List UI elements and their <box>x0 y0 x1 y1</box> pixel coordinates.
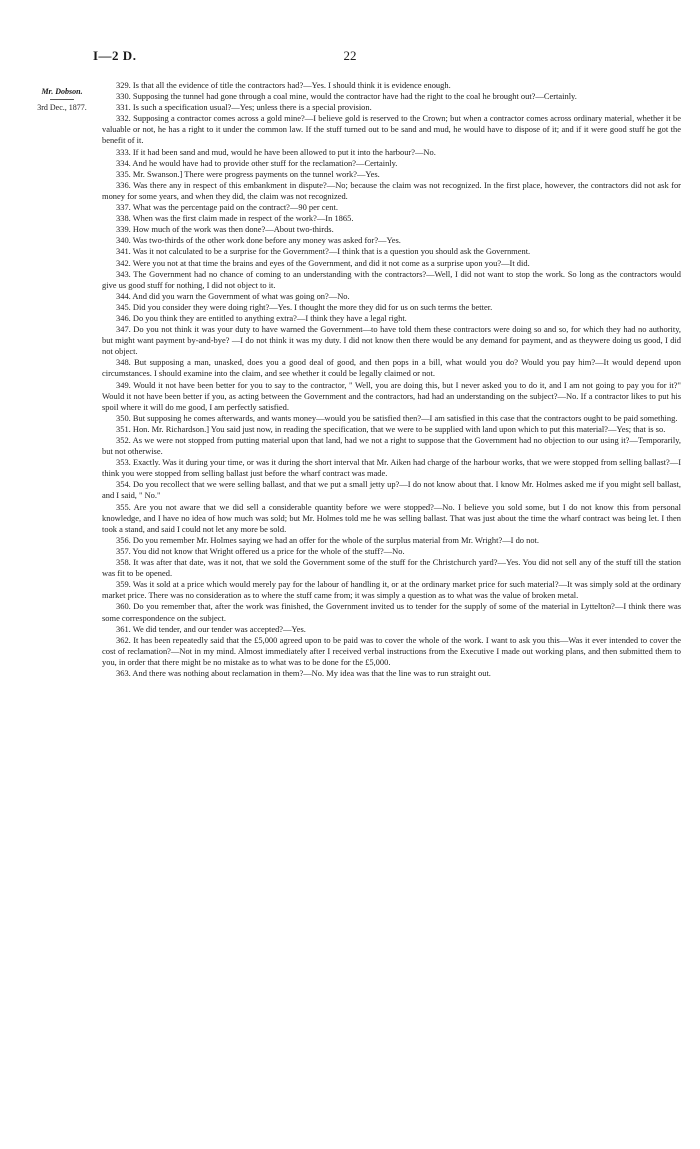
question-paragraph: 360. Do you remember that, after the work was finished, the Government invited us to tender for the supply of some of the material in Lyttelton?—I think there was some correspondence on the subject. <box>102 601 681 623</box>
question-paragraph: 351. Hon. Mr. Richardson.] You said just now, in reading the specification, that we were to be supplied with land upon which to put this material?—Yes; that is so. <box>116 423 666 434</box>
question-paragraph: 361. We did tender, and our tender was accepted?—Yes. <box>116 623 306 634</box>
question-paragraph: 337. What was the percentage paid on the contract?—90 per cent. <box>116 202 338 213</box>
question-paragraph: 346. Do you think they are entitled to anything extra?—I think they have a legal right. <box>116 312 407 323</box>
question-paragraph: 352. As we were not stopped from putting material upon that land, had we not a right to suppose that the Government had no objection to our using it?—Temporarily, but not otherwise. <box>102 435 681 457</box>
question-paragraph: 330. Supposing the tunnel had gone through a coal mine, would the contractor have had the right to the coal he brought out?—Certainly. <box>116 91 577 102</box>
question-paragraph: 345. Did you consider they were doing right?—Yes. I thought the more they did for us on such terms the better. <box>116 301 493 312</box>
question-paragraph: 363. And there was nothing about reclamation in them?—No. My idea was that the line was to run straight out. <box>116 667 491 678</box>
question-paragraph: 358. It was after that date, was it not, that we sold the Government some of the stuff for the Christchurch yard?—Yes. You did not sell any of the stuff till the station was fit to be opened. <box>102 557 681 579</box>
question-paragraph: 333. If it had been sand and mud, would he have been allowed to put it into the harbour?—No. <box>116 146 436 157</box>
document-reference: I—2 D. <box>93 48 137 63</box>
page-number: 22 <box>343 48 357 63</box>
question-paragraph: 348. But supposing a man, unasked, does you a good deal of good, and then pops in a bill, what would you do? Would you pay him?—It would depend upon circumstances. I should examine into the claim, and see whether it could be legally claimed or not. <box>102 357 681 379</box>
minutes-of-evidence <box>102 80 681 679</box>
question-paragraph: 349. Would it not have been better for you to say to the contractor, " Well, you are doing this, but I never asked you to do it, and I am not going to pay you for it?" Would it not have been better if you, as acting between the Government and the contractors, had had an understanding on the subject?—No. If a contractor likes to put his spoil where it will do me good, I am perfectly satisfied. <box>102 379 681 412</box>
question-paragraph: 353. Exactly. Was it during your time, or was it during the short interval that Mr. Aiken had charge of the harbour works, that we were stopped from selling ballast?—I think you were stopped from selling ballast just before the wharf contract was made. <box>102 457 681 479</box>
question-paragraph: 355. Are you not aware that we did sell a considerable quantity before we were stopped?—No. I believe you sold some, but I do not know this from personal knowledge, and I have no idea of how much was sold; but Mr. Holmes told me he was selling ballast. That was just about the time the wharf contract was being let. I then took a stand, and said I could not let any more be sold. <box>102 501 681 534</box>
question-paragraph: 343. The Government had no chance of coming to an understanding with the contractors?—Well, I did not want to stop the work. So long as the contractors would give us good stuff for nothing, I did not object to it. <box>102 268 681 290</box>
question-paragraph: 336. Was there any in respect of this embankment in dispute?—No; because the claim was not recognized. In the first place, however, the contractors did not ask for money for some years, and when they did, the claim was not recognized. <box>102 179 681 201</box>
question-paragraph: 332. Supposing a contractor comes across a gold mine?—I believe gold is reserved to the Crown; but when a contractor comes across ordinary material, whether it be valuable or not, he has a right to it under the common law. If the stuff turned out to be sand and mud, he would have to dispose of it; and if it were good stuff he got the benefit of it. <box>102 113 681 146</box>
question-paragraph: 344. And did you warn the Government of what was going on?—No. <box>116 290 350 301</box>
evidence-date: 3rd Dec., 1877. <box>37 103 87 112</box>
question-paragraph: 342. Were you not at that time the brains and eyes of the Government, and did it not come as a surprise upon you?—It did. <box>116 257 530 268</box>
question-paragraph: 329. Is that all the evidence of title the contractors had?—Yes. I should think it is evidence enough. <box>116 80 451 90</box>
question-paragraph: 357. You did not know that Wright offered us a price for the whole of the stuff?—No. <box>116 545 405 556</box>
question-paragraph: 339. How much of the work was then done?—About two-thirds. <box>116 224 334 235</box>
question-paragraph: 356. Do you remember Mr. Holmes saying we had an offer for the whole of the surplus material from Mr. Wright?—I do not. <box>116 534 540 545</box>
question-paragraph: 334. And he would have had to provide other stuff for the reclamation?—Certainly. <box>116 157 398 168</box>
question-paragraph: 350. But supposing he comes afterwards, and wants money—would you be satisfied then?—I am satisfied in this case that the contractors ought to be paid something. <box>116 412 678 423</box>
question-paragraph: 341. Was it not calculated to be a surprise for the Government?—I think that is a question you should ask the Government. <box>116 246 531 257</box>
question-paragraph: 331. Is such a specification usual?—Yes; unless there is a special provision. <box>116 102 372 113</box>
question-paragraph: 335. Mr. Swanson.] There were progress payments on the tunnel work?—Yes. <box>116 168 380 179</box>
question-paragraph: 354. Do you recollect that we were selling ballast, and that we put a small jetty up?—I do not know about that. I know Mr. Holmes asked me if you might sell ballast, and I said, " No." <box>102 479 681 501</box>
question-paragraph: 340. Was two-thirds of the other work done before any money was asked for?—Yes. <box>116 235 401 246</box>
question-paragraph: 338. When was the first claim made in respect of the work?—In 1865. <box>116 213 354 224</box>
question-paragraph: 347. Do you not think it was your duty to have warned the Government—to have told them these contractors were doing so and so, for which they had no authority, but might want payment by-and-bye? —I do not think it was my duty. I did not know then there would be any demand for payment, and as theywere doing us good, I did not object. <box>102 324 681 357</box>
margin-note <box>27 86 97 113</box>
witness-name: Mr. Dobson. <box>41 87 83 96</box>
margin-divider <box>50 99 74 100</box>
question-paragraph: 359. Was it sold at a price which would merely pay for the labour of handling it, or at the ordinary market price for such material?—It was simply sold at the ordinary market price. There was no consideration as to where the stuff came from; it was simply a question as to what was the value of broken metal. <box>102 579 681 601</box>
question-paragraph: 362. It has been repeatedly said that the £5,000 agreed upon to be paid was to cover the whole of the work. I want to ask you this—Was it ever intended to cover the cost of reclamation?—Not in my mind. Almost immediately after I received verbal instructions from the Executive I made out working plans, and then submitted them to you, in order that there might be no mistake as to what was to be done for the £5,000. <box>102 634 681 667</box>
